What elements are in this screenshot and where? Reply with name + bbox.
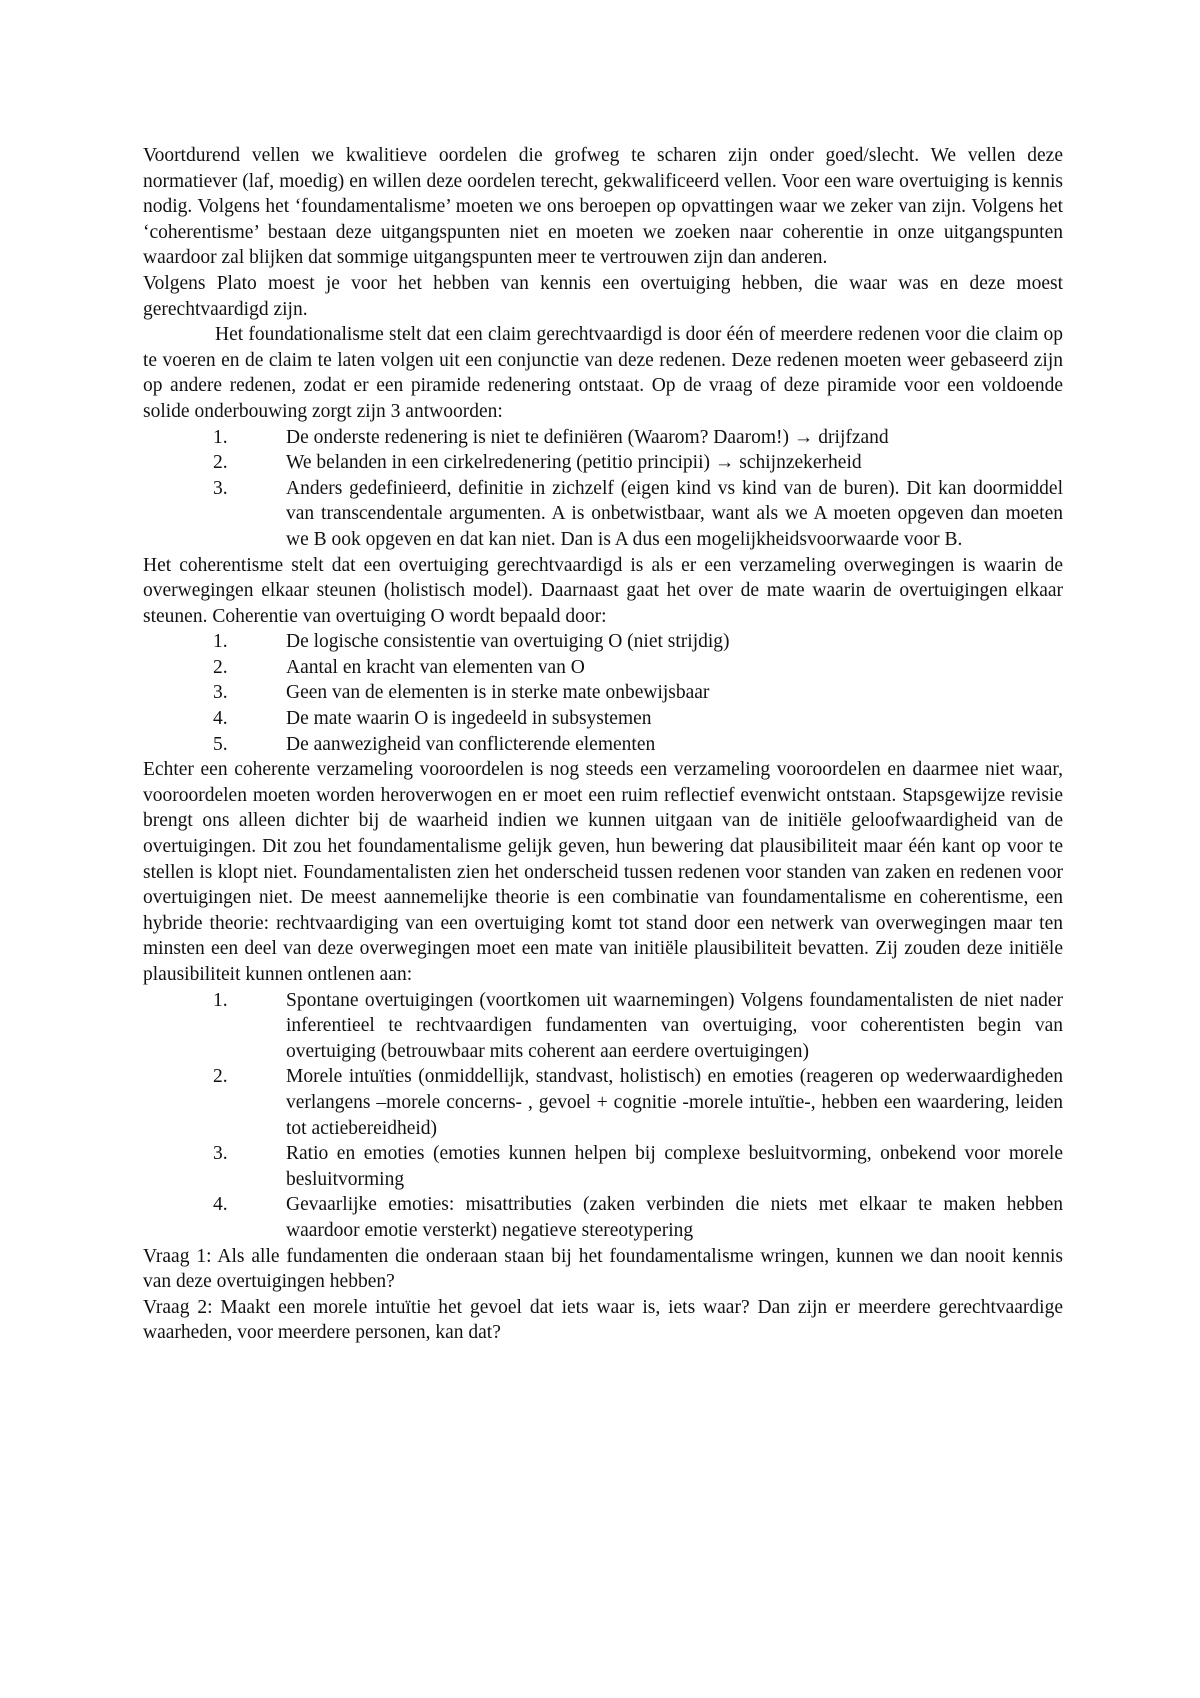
list-number: 5.: [213, 733, 228, 755]
list-item-text: Aantal en kracht van elementen van O: [286, 656, 585, 678]
list-number: 3.: [213, 682, 228, 704]
list-item-text: Geen van de elementen is in sterke mate onbewijsbaar: [286, 682, 710, 704]
list-item-text: De onderste redenering is niet te definiëren (Waarom? Daarom!) → drijfzand: [286, 426, 889, 448]
list-item-text: De mate waarin O is ingedeeld in subsystemen: [286, 708, 652, 730]
list-item-text: Gevaarlijke emoties: misattributies (zaken verbinden die niets met elkaar te maken hebben waardoor emotie versterkt) negatieve stereotypering: [286, 1194, 1063, 1241]
list-item: [143, 476, 1063, 553]
foundationalism-answers-list: [143, 425, 1063, 553]
list-number: 4.: [213, 708, 228, 730]
list-item: [143, 629, 1063, 655]
list-item-text: Ratio en emoties (emoties kunnen helpen bij complexe besluitvorming, onbekend voor morele besluitvorming: [286, 1143, 1063, 1190]
document-page: [143, 143, 1063, 1346]
list-item: [143, 1192, 1063, 1243]
paragraph-intro: Voortdurend vellen we kwalitieve oordelen die grofweg te scharen zijn onder goed/slecht. We vellen deze normatiever (laf, moedig) en willen deze oordelen terecht, gekwalificeerd vellen. Voor een ware overtuiging is kennis nodig. Volgens het ‘foundamentalisme’ moeten we ons beroepen op opvattingen waar we zeker van zijn. Volgens het ‘coherentisme’ bestaan deze uitgangspunten niet en moeten we zoeken naar coherentie in onze uitgangspunten waardoor zal blijken dat sommige uitgangspunten meer te vertrouwen zijn dan anderen.: [143, 145, 1063, 269]
question-1: Vraag 1: Als alle fundamenten die onderaan staan bij het foundamentalisme wringen, kunnen we dan nooit kennis van deze overtuigingen hebben?: [143, 1245, 1063, 1293]
coherence-criteria-list: [143, 629, 1063, 757]
list-item: [143, 450, 1063, 476]
list-item: [143, 1064, 1063, 1141]
list-number: 1.: [213, 426, 228, 448]
list-number: 2.: [213, 452, 228, 474]
paragraph-plato: Volgens Plato moest je voor het hebben van kennis een overtuiging hebben, die waar was en deze moest gerechtvaardigd zijn.: [143, 272, 1063, 320]
list-number: 2.: [213, 1066, 228, 1088]
paragraph-foundationalism: Het foundationalisme stelt dat een claim gerechtvaardigd is door één of meerdere redenen voor die claim op te voeren en de claim te laten volgen uit een conjunctie van deze redenen. Deze redenen moeten weer gebaseerd zijn op andere redenen, zodat er een piramide redenering ontstaat. Op de vraag of deze piramide voor een voldoende solide onderbouwing zorgt zijn 3 antwoorden:: [143, 324, 1063, 422]
list-item-text: Spontane overtuigingen (voortkomen uit waarnemingen) Volgens foundamentalisten de niet nader inferentieel te rechtvaardigen fundamenten van overtuiging, voor coherentisten begin van overtuiging (betrouwbaar mits coherent aan eerdere overtuigingen): [286, 989, 1063, 1062]
list-item-text: De logische consistentie van overtuiging O (niet strijdig): [286, 631, 730, 653]
list-item: [143, 1141, 1063, 1192]
list-item: [143, 706, 1063, 732]
list-number: 4.: [213, 1194, 228, 1216]
list-number: 3.: [213, 1143, 228, 1165]
list-number: 1.: [213, 631, 228, 653]
list-item: [143, 680, 1063, 706]
list-item: [143, 732, 1063, 758]
list-item-text: De aanwezigheid van conflicterende elementen: [286, 733, 656, 755]
list-number: 2.: [213, 656, 228, 678]
list-item: [143, 988, 1063, 1065]
list-number: 3.: [213, 477, 228, 499]
list-item: [143, 655, 1063, 681]
list-item-text: Anders gedefinieerd, definitie in zichzelf (eigen kind vs kind van de buren). Dit kan doormiddel van transcendentale argumenten. A is onbetwistbaar, want als we A moeten opgeven dan moeten we B ook opgeven en dat kan niet. Dan is A dus een mogelijkheidsvoorwaarde voor B.: [286, 477, 1063, 550]
paragraph-coherentism: Het coherentisme stelt dat een overtuiging gerechtvaardigd is als er een verzameling overwegingen is waarin de overwegingen elkaar steunen (holistisch model). Daarnaast gaat het over de mate waarin de overtuigingen elkaar steunen. Coherentie van overtuiging O wordt bepaald door:: [143, 554, 1063, 627]
question-2: Vraag 2: Maakt een morele intuïtie het gevoel dat iets waar is, iets waar? Dan zijn er meerdere gerechtvaardige waarheden, voor meerdere personen, kan dat?: [143, 1296, 1063, 1344]
list-number: 1.: [213, 989, 228, 1011]
plausibility-sources-list: [143, 988, 1063, 1244]
list-item-text: We belanden in een cirkelredenering (petitio principii) → schijnzekerheid: [286, 452, 862, 474]
list-item: [143, 425, 1063, 451]
list-item-text: Morele intuïties (onmiddellijk, standvast, holistisch) en emoties (reageren op wederwaardigheden verlangens –morele concerns- , gevoel + cognitie -morele intuïtie-, hebben een waardering, leiden tot actiebereidheid): [286, 1066, 1063, 1139]
paragraph-hybrid-theory: Echter een coherente verzameling vooroordelen is nog steeds een verzameling vooroordelen en daarmee niet waar, vooroordelen moeten worden heroverwogen en er moet een ruim reflectief evenwicht ontstaan. Stapsgewijze revisie brengt ons alleen dichter bij de waarheid indien we kunnen uitgaan van de initiële geloofwaardigheid van de overtuigingen. Dit zou het foundamentalisme gelijk geven, hun bewering dat plausibiliteit maar één kant op voor te stellen is klopt niet. Foundamentalisten zien het onderscheid tussen redenen voor standen van zaken en redenen voor overtuigingen niet. De meest aannemelijke theorie is een combinatie van foundamentalisme en coherentisme, een hybride theorie: rechtvaardiging van een overtuiging komt tot stand door een netwerk van overwegingen maar ten minsten een deel van deze overwegingen moet een mate van initiële plausibiliteit bevatten. Zij zouden deze initiële plausibiliteit kunnen ontlenen aan:: [143, 759, 1063, 985]
